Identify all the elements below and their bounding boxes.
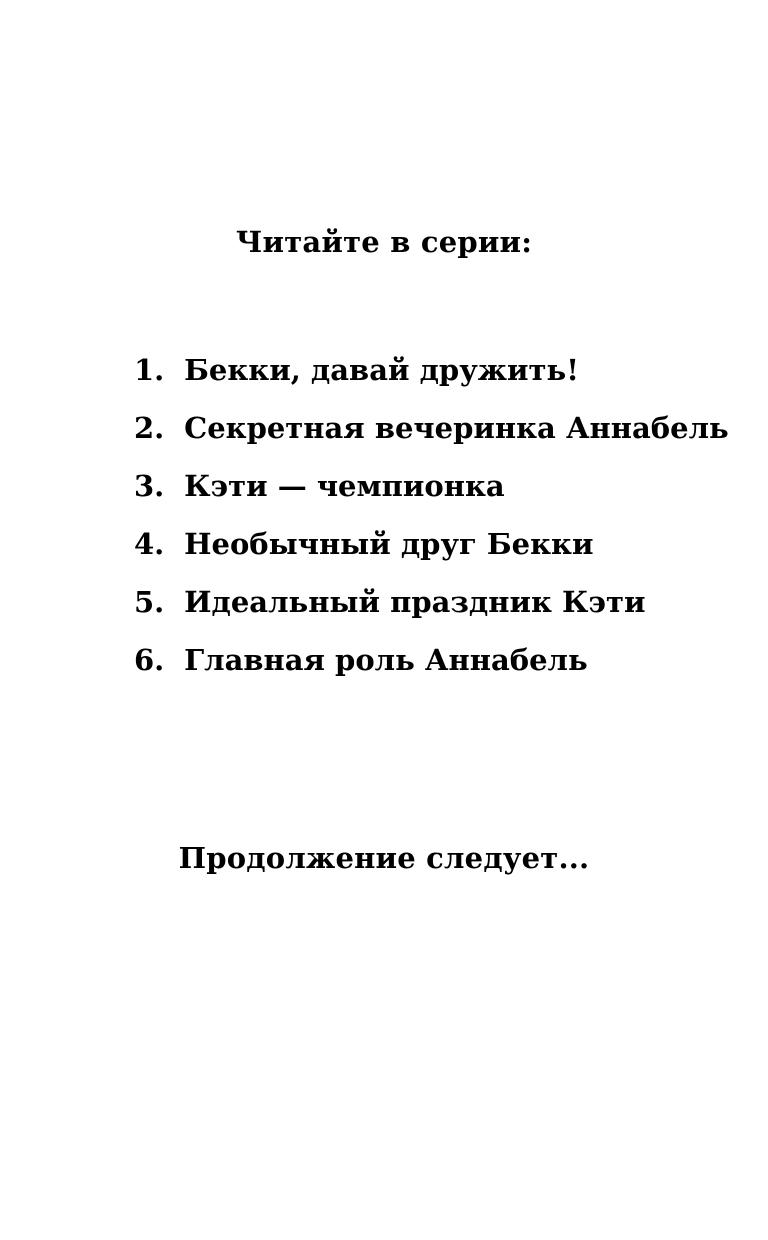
book-number: 1. bbox=[134, 353, 165, 387]
book-number: 5. bbox=[134, 585, 165, 619]
book-number: 3. bbox=[134, 469, 165, 503]
series-book-list bbox=[134, 348, 729, 696]
continuation-note: Продолжение следует... bbox=[178, 841, 590, 875]
book-number: 4. bbox=[134, 527, 165, 561]
book-title: Необычный друг Бекки bbox=[184, 527, 594, 561]
book-title: Бекки, давай дружить! bbox=[184, 353, 579, 387]
list-item bbox=[134, 464, 729, 522]
book-number: 6. bbox=[134, 643, 165, 677]
series-heading: Читайте в серии: bbox=[235, 225, 533, 259]
list-item bbox=[134, 522, 729, 580]
book-title: Идеальный праздник Кэти bbox=[184, 585, 646, 619]
list-item bbox=[134, 638, 729, 696]
book-title: Кэти — чемпионка bbox=[184, 469, 505, 503]
book-title: Секретная вечеринка Аннабель bbox=[184, 411, 729, 445]
list-item bbox=[134, 580, 729, 638]
book-number: 2. bbox=[134, 411, 165, 445]
book-title: Главная роль Аннабель bbox=[184, 643, 588, 677]
list-item bbox=[134, 406, 729, 464]
list-item bbox=[134, 348, 729, 406]
